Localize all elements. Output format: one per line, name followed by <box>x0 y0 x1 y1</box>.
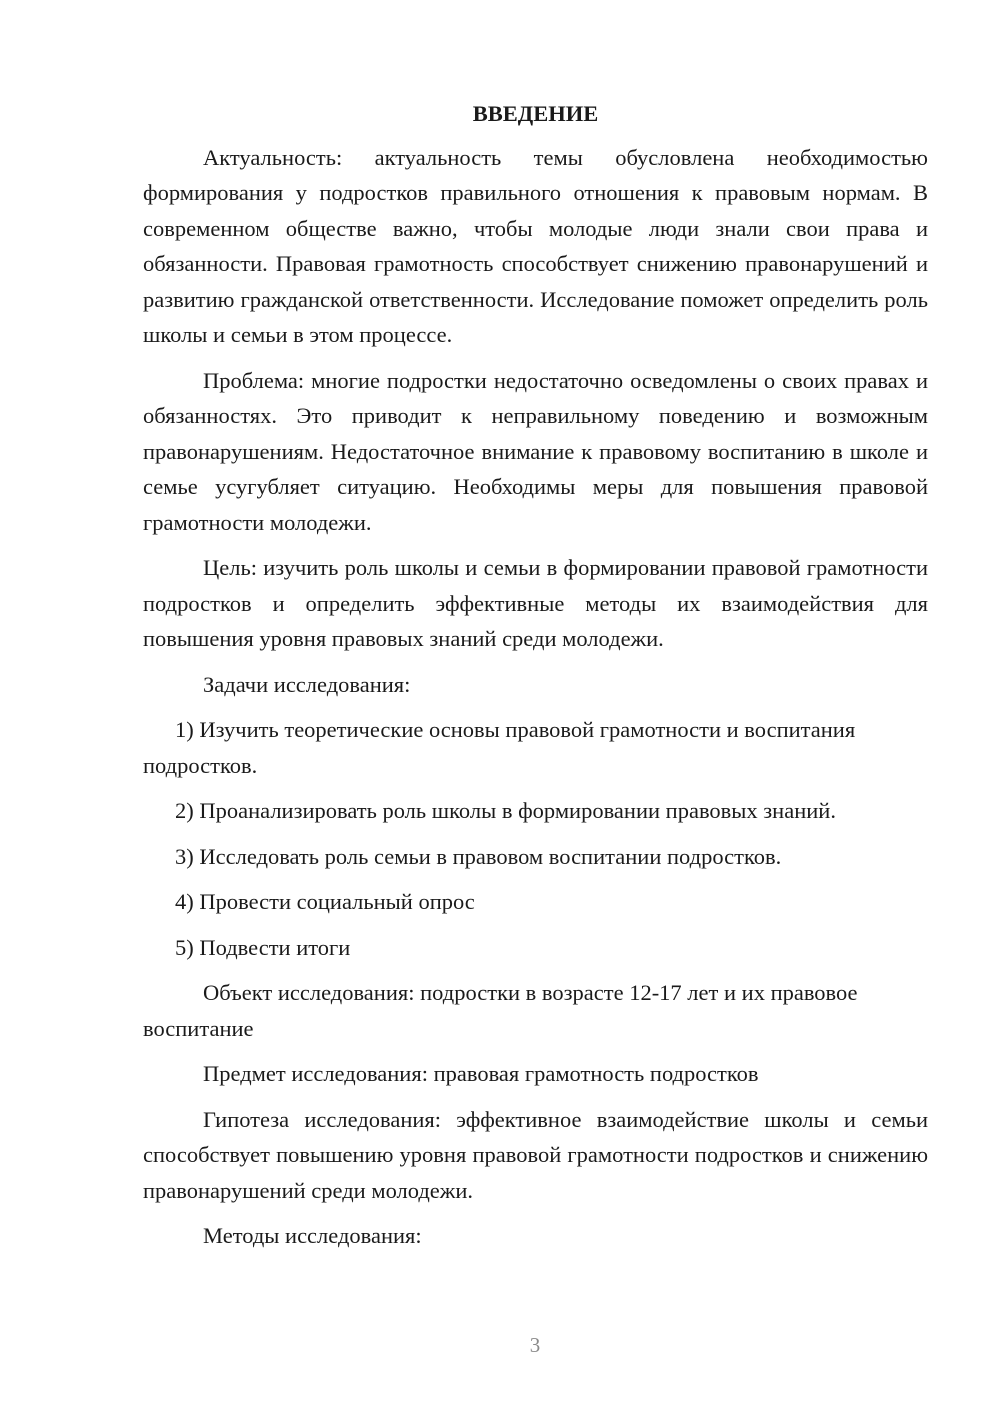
methods-heading: Методы исследования: <box>203 1223 422 1248</box>
object-paragraph: Объект исследования: подростки в возрасте 12-17 лет и их правовое воспитание <box>143 980 858 1041</box>
tasks-heading: Задачи исследования: <box>203 671 411 697</box>
task-item: 5) Подвести итоги <box>175 934 351 960</box>
task-item: 1) Изучить теоретические основы правовой грамотности и воспитания подростков. <box>143 717 856 778</box>
task-item: 2) Проанализировать роль школы в формировании правовых знаний. <box>175 798 836 823</box>
subject-paragraph: Предмет исследования: правовая грамотность подростков <box>203 1061 759 1086</box>
tasks-list <box>143 712 928 965</box>
page-number: 3 <box>529 1333 541 1357</box>
document-page <box>143 96 928 1264</box>
task-item: 4) Провести социальный опрос <box>175 889 475 914</box>
goal-paragraph: Цель: изучить роль школы и семьи в формировании правовой грамотности подростков и определить эффективные методы их взаимодействия для повышения уровня правовых знаний среди молодежи. <box>143 555 928 651</box>
task-item: 3) Исследовать роль семьи в правовом воспитании подростков. <box>175 843 782 869</box>
section-title: ВВЕДЕНИЕ <box>472 101 599 126</box>
problem-paragraph: Проблема: многие подростки недостаточно осведомлены о своих правах и обязанностях. Это приводит к неправильному поведению и возможным правонарушениям. Недостаточное внимание к правовому воспитанию в школе и семье усугубляет ситуацию. Необходимы меры для повышения правовой грамотности молодежи. <box>143 367 928 535</box>
hypothesis-paragraph: Гипотеза исследования: эффективное взаимодействие школы и семьи способствует повышению уровня правовой грамотности подростков и снижению правонарушений среди молодежи. <box>143 1106 928 1203</box>
relevance-paragraph: Актуальность: актуальность темы обусловлена необходимостью формирования у подростков правильного отношения к правовым нормам. В современном обществе важно, чтобы молодые люди знали свои права и обязанности. Правовая грамотность способствует снижению правонарушений и развитию гражданской ответственности. Исследование поможет определить роль школы и семьи в этом процессе. <box>143 144 928 347</box>
